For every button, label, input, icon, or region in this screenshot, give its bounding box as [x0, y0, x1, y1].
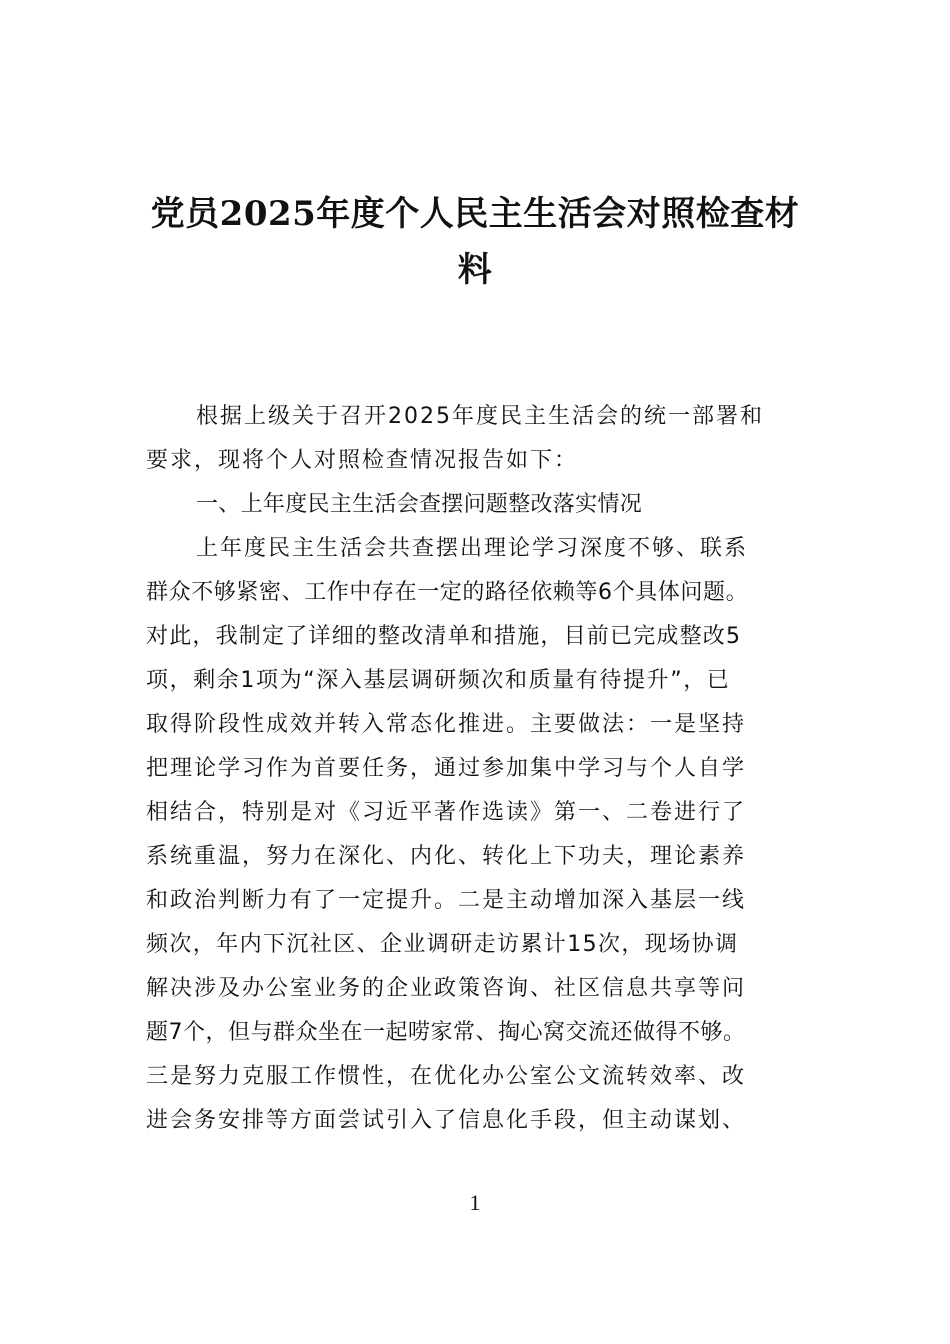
intro-line: 要求，现将个人对照检查情况报告如下：	[146, 448, 579, 473]
page-number: 1	[469, 1190, 481, 1215]
document-body	[146, 395, 810, 1143]
paragraph-line: 解决涉及办公室业务的企业政策咨询、社区信息共享等问	[146, 976, 747, 1001]
paragraph-line: 项，剩余1项为“深入基层调研频次和质量有待提升”，已	[146, 668, 731, 693]
paragraph-line: 对此，我制定了详细的整改清单和措施，目前已完成整改5	[146, 624, 742, 649]
paragraph-line: 相结合，特别是对《习近平著作选读》第一、二卷进行了	[146, 800, 747, 825]
section-heading: 一、上年度民主生活会查摆问题整改落实情况	[196, 492, 643, 517]
paragraph-line: 和政治判断力有了一定提升。二是主动增加深入基层一线	[146, 888, 747, 913]
title-line: 料	[457, 250, 493, 290]
paragraph-line: 把理论学习作为首要任务，通过参加集中学习与个人自学	[146, 756, 747, 781]
paragraph-line: 取得阶段性成效并转入常态化推进。主要做法：一是坚持	[146, 712, 747, 737]
paragraph-line: 进会务安排等方面尝试引入了信息化手段，但主动谋划、	[146, 1108, 747, 1133]
paragraph-line: 系统重温，努力在深化、内化、转化上下功夫，理论素养	[146, 844, 747, 869]
paragraph-line: 频次，年内下沉社区、企业调研走访累计15次，现场协调	[146, 932, 739, 957]
paragraph-line: 群众不够紧密、工作中存在一定的路径依赖等6个具体问题。	[146, 580, 749, 605]
title-line: 党员2025年度个人民主生活会对照检查材	[150, 194, 800, 234]
intro-line: 根据上级关于召开2025年度民主生活会的统一部署和	[196, 404, 764, 429]
paragraph-line: 题7个，但与群众坐在一起唠家常、掏心窝交流还做得不够。	[146, 1020, 746, 1045]
paragraph-line: 三是努力克服工作惯性，在优化办公室公文流转效率、改	[146, 1064, 747, 1089]
paragraph-line: 上年度民主生活会共查摆出理论学习深度不够、联系	[196, 536, 749, 561]
document-title	[140, 186, 810, 298]
